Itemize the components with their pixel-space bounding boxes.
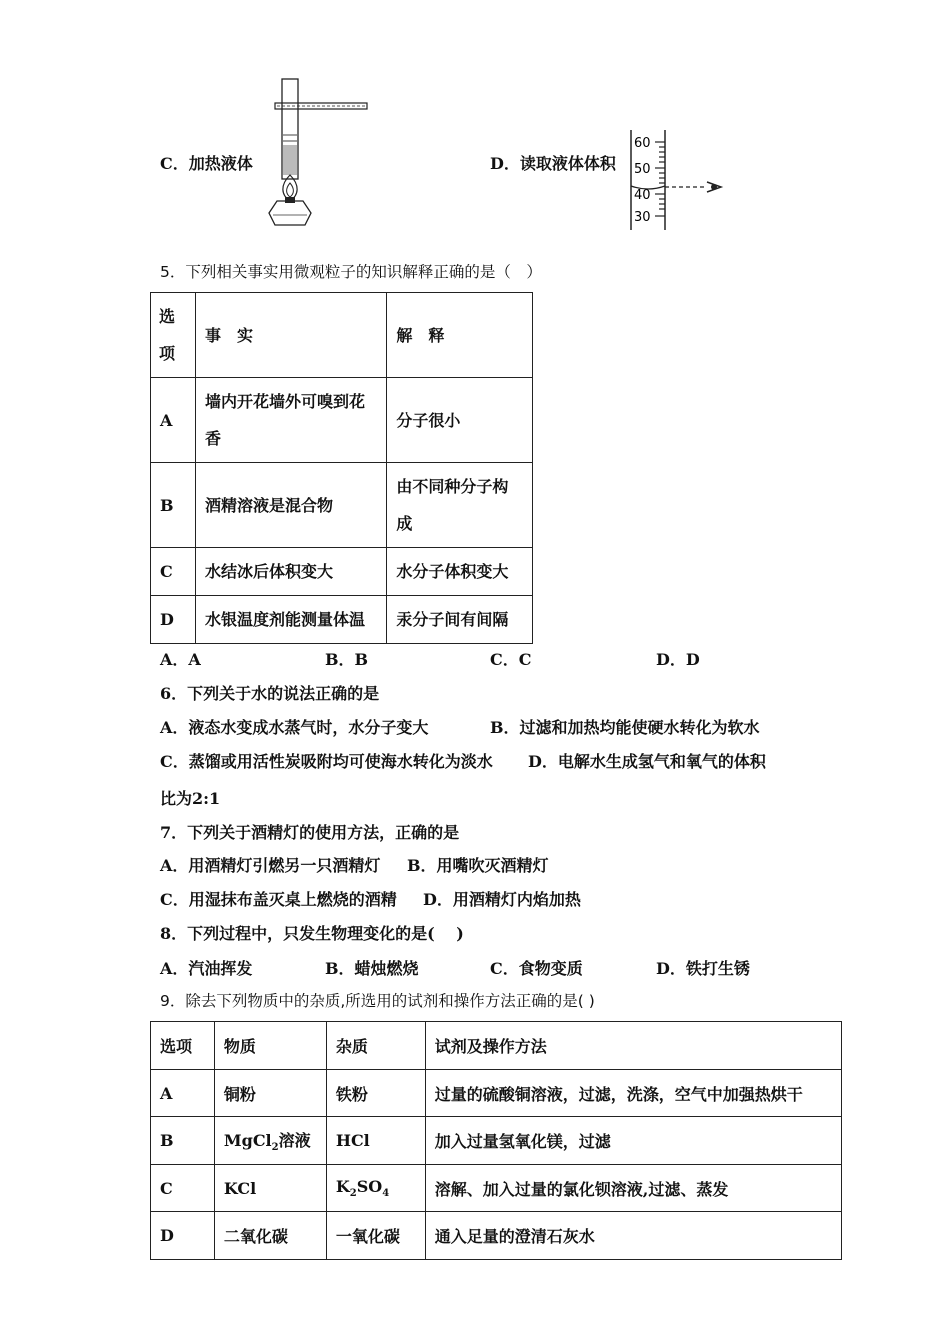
row-fact: 酒精溶液是混合物 bbox=[195, 463, 386, 548]
q7-option-d: D．用酒精灯内焰加热 bbox=[423, 890, 581, 909]
graduated-cylinder-figure bbox=[625, 128, 735, 232]
row-fact: 水结冰后体积变大 bbox=[195, 548, 386, 596]
table-row bbox=[151, 463, 533, 548]
q7-option-c: C．用湿抹布盖灭桌上燃烧的酒精 bbox=[160, 890, 397, 909]
row-impurity: 一氧化碳 bbox=[326, 1212, 425, 1260]
q6-option-d-cont: 比为2:1 bbox=[160, 789, 221, 808]
q6-option-d: D．电解水生成氢气和氧气的体积 bbox=[528, 752, 766, 771]
row-substance: 铜粉 bbox=[214, 1070, 326, 1117]
q7-option-a: A．用酒精灯引燃另一只酒精灯 bbox=[160, 856, 381, 875]
table-row bbox=[151, 1070, 842, 1117]
q5-answer-c: C．C bbox=[490, 650, 532, 669]
q7-stem: 7．下列关于酒精灯的使用方法，正确的是 bbox=[160, 823, 460, 842]
row-explanation: 汞分子间有间隔 bbox=[387, 596, 533, 644]
row-fact: 墙内开花墙外可嗅到花香 bbox=[195, 378, 386, 463]
q5-answer-a: A．A bbox=[160, 650, 201, 669]
q6-stem: 6．下列关于水的说法正确的是 bbox=[160, 684, 380, 703]
row-fact: 水银温度剂能测量体温 bbox=[195, 596, 386, 644]
row-explanation: 分子很小 bbox=[387, 378, 533, 463]
table-row bbox=[151, 548, 533, 596]
row-option: C bbox=[151, 548, 196, 596]
heating-liquid-figure bbox=[255, 75, 375, 235]
header-method: 试剂及操作方法 bbox=[425, 1022, 841, 1070]
row-substance: MgCl$_2$溶液 bbox=[214, 1117, 326, 1165]
row-explanation: 水分子体积变大 bbox=[387, 548, 533, 596]
q4-option-c: C．加热液体 bbox=[160, 154, 253, 173]
q8-option-c: C．食物变质 bbox=[490, 959, 583, 978]
table-row bbox=[151, 596, 533, 644]
cylinder-tick-50: 50 bbox=[634, 162, 651, 177]
eye-icon bbox=[707, 182, 721, 192]
row-option: D bbox=[151, 596, 196, 644]
cylinder-tick-30: 30 bbox=[634, 210, 651, 225]
row-substance: KCl bbox=[214, 1165, 326, 1212]
row-method: 过量的硫酸铜溶液，过滤，洗涤，空气中加强热烘干 bbox=[425, 1070, 841, 1117]
q5-stem: 5．下列相关事实用微观粒子的知识解释正确的是（ ） bbox=[160, 263, 542, 281]
row-option: D bbox=[151, 1212, 215, 1260]
table-row bbox=[151, 1165, 842, 1212]
header-option: 选项 bbox=[151, 293, 196, 378]
q5-answer-d: D．D bbox=[656, 650, 700, 669]
row-option: C bbox=[151, 1165, 215, 1212]
table-row bbox=[151, 1117, 842, 1165]
q6-option-a: A．液态水变成水蒸气时，水分子变大 bbox=[160, 718, 429, 737]
q9-stem: 9．除去下列物质中的杂质,所选用的试剂和操作方法正确的是( ) bbox=[160, 992, 595, 1010]
row-impurity: 铁粉 bbox=[326, 1070, 425, 1117]
q6-option-b: B．过滤和加热均能使硬水转化为软水 bbox=[490, 718, 760, 737]
q8-stem: 8．下列过程中，只发生物理变化的是( ) bbox=[160, 924, 464, 943]
header-option: 选项 bbox=[151, 1022, 215, 1070]
q8-option-a: A．汽油挥发 bbox=[160, 959, 253, 978]
table-row bbox=[151, 378, 533, 463]
q5-table bbox=[150, 292, 533, 644]
row-substance: 二氧化碳 bbox=[214, 1212, 326, 1260]
row-option: B bbox=[151, 463, 196, 548]
row-impurity: $K_2SO_4$ bbox=[326, 1165, 425, 1212]
header-substance: 物质 bbox=[214, 1022, 326, 1070]
row-method: 加入过量氢氧化镁，过滤 bbox=[425, 1117, 841, 1165]
table-header-row bbox=[151, 1022, 842, 1070]
q4-option-d: D．读取液体体积 bbox=[490, 154, 616, 173]
row-option: B bbox=[151, 1117, 215, 1165]
row-explanation: 由不同种分子构成 bbox=[387, 463, 533, 548]
cylinder-tick-60: 60 bbox=[634, 136, 651, 151]
q7-option-b: B．用嘴吹灭酒精灯 bbox=[407, 856, 549, 875]
row-option: A bbox=[151, 378, 196, 463]
table-header-row bbox=[151, 293, 533, 378]
q9-table bbox=[150, 1021, 842, 1260]
row-option: A bbox=[151, 1070, 215, 1117]
row-method: 通入足量的澄清石灰水 bbox=[425, 1212, 841, 1260]
header-explanation: 解 释 bbox=[387, 293, 533, 378]
table-row bbox=[151, 1212, 842, 1260]
header-impurity: 杂质 bbox=[326, 1022, 425, 1070]
q5-answer-b: B．B bbox=[325, 650, 369, 669]
cylinder-tick-40: 40 bbox=[634, 188, 651, 203]
header-fact: 事 实 bbox=[195, 293, 386, 378]
q8-option-b: B．蜡烛燃烧 bbox=[325, 959, 419, 978]
row-method: 溶解、加入过量的氯化钡溶液,过滤、蒸发 bbox=[425, 1165, 841, 1212]
q8-option-d: D．铁打生锈 bbox=[656, 959, 750, 978]
row-impurity: HCl bbox=[326, 1117, 425, 1165]
q6-option-c: C．蒸馏或用活性炭吸附均可使海水转化为淡水 bbox=[160, 752, 493, 771]
